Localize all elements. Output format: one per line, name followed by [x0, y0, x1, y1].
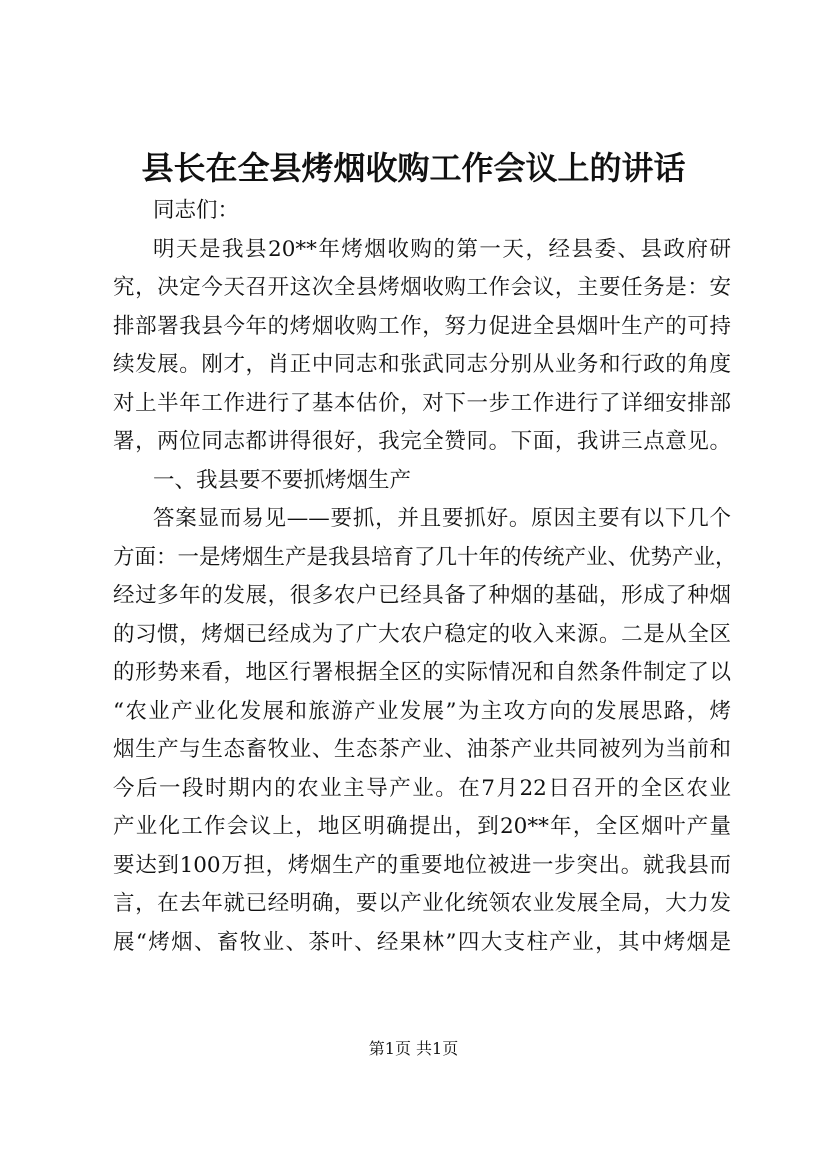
document-body — [113, 192, 737, 962]
page-footer: 第1页 共1页 — [368, 1039, 459, 1058]
paragraph-line: 烟生产与生态畜牧业、生态茶产业、油茶产业共同被列为当前和 — [113, 737, 731, 762]
paragraph-line: 对上半年工作进行了基本估价，对下一步工作进行了详细安排部 — [113, 390, 731, 416]
paragraph-line: 的习惯，烤烟已经成为了广大农户稳定的收入来源。二是从全区 — [113, 621, 731, 647]
paragraph-line: 答案显而易见——要抓，并且要抓好。原因主要有以下几个 — [153, 506, 731, 531]
paragraph-line: 排部署我县今年的烤烟收购工作，努力促进全县烟叶生产的可持 — [113, 313, 731, 339]
salutation-line: 同志们： — [153, 198, 240, 223]
paragraph-line: 言，在去年就已经明确，要以产业化统领农业发展全局，大力发 — [113, 891, 731, 916]
paragraph-line: 续发展。刚才，肖正中同志和张武同志分别从业务和行政的角度 — [113, 352, 731, 377]
document-title: 县长在全县烤烟收购工作会议上的讲话 — [141, 149, 686, 187]
paragraph-line: 产业化工作会议上，地区明确提出，到20**年，全区烟叶产量 — [113, 814, 731, 839]
paragraph-line: “农业产业化发展和旅游产业发展”为主攻方向的发展思路，烤 — [113, 698, 731, 724]
paragraph-line: 方面：一是烤烟生产是我县培育了几十年的传统产业、优势产业， — [113, 544, 737, 570]
paragraph-line: 经过多年的发展，很多农户已经具备了种烟的基础，形成了种烟 — [113, 583, 731, 608]
paragraph-line: 究，决定今天召开这次全县烤烟收购工作会议，主要任务是：安 — [113, 275, 731, 300]
paragraph-line: 展“烤烟、畜牧业、茶叶、经果林”四大支柱产业，其中烤烟是 — [113, 929, 731, 955]
paragraph-line: 明天是我县20**年烤烟收购的第一天，经县委、县政府研 — [153, 236, 731, 262]
paragraph-line: 署，两位同志都讲得很好，我完全赞同。下面，我讲三点意见。 — [113, 429, 731, 454]
paragraph-line: 今后一段时期内的农业主导产业。在7月22日召开的全区农业 — [113, 775, 731, 801]
paragraph-line: 要达到100万担，烤烟生产的重要地位被进一步突出。就我县而 — [113, 852, 731, 878]
paragraph-line: 的形势来看，地区行署根据全区的实际情况和自然条件制定了以 — [113, 660, 731, 685]
section-heading: 一、我县要不要抓烤烟生产 — [153, 467, 412, 493]
